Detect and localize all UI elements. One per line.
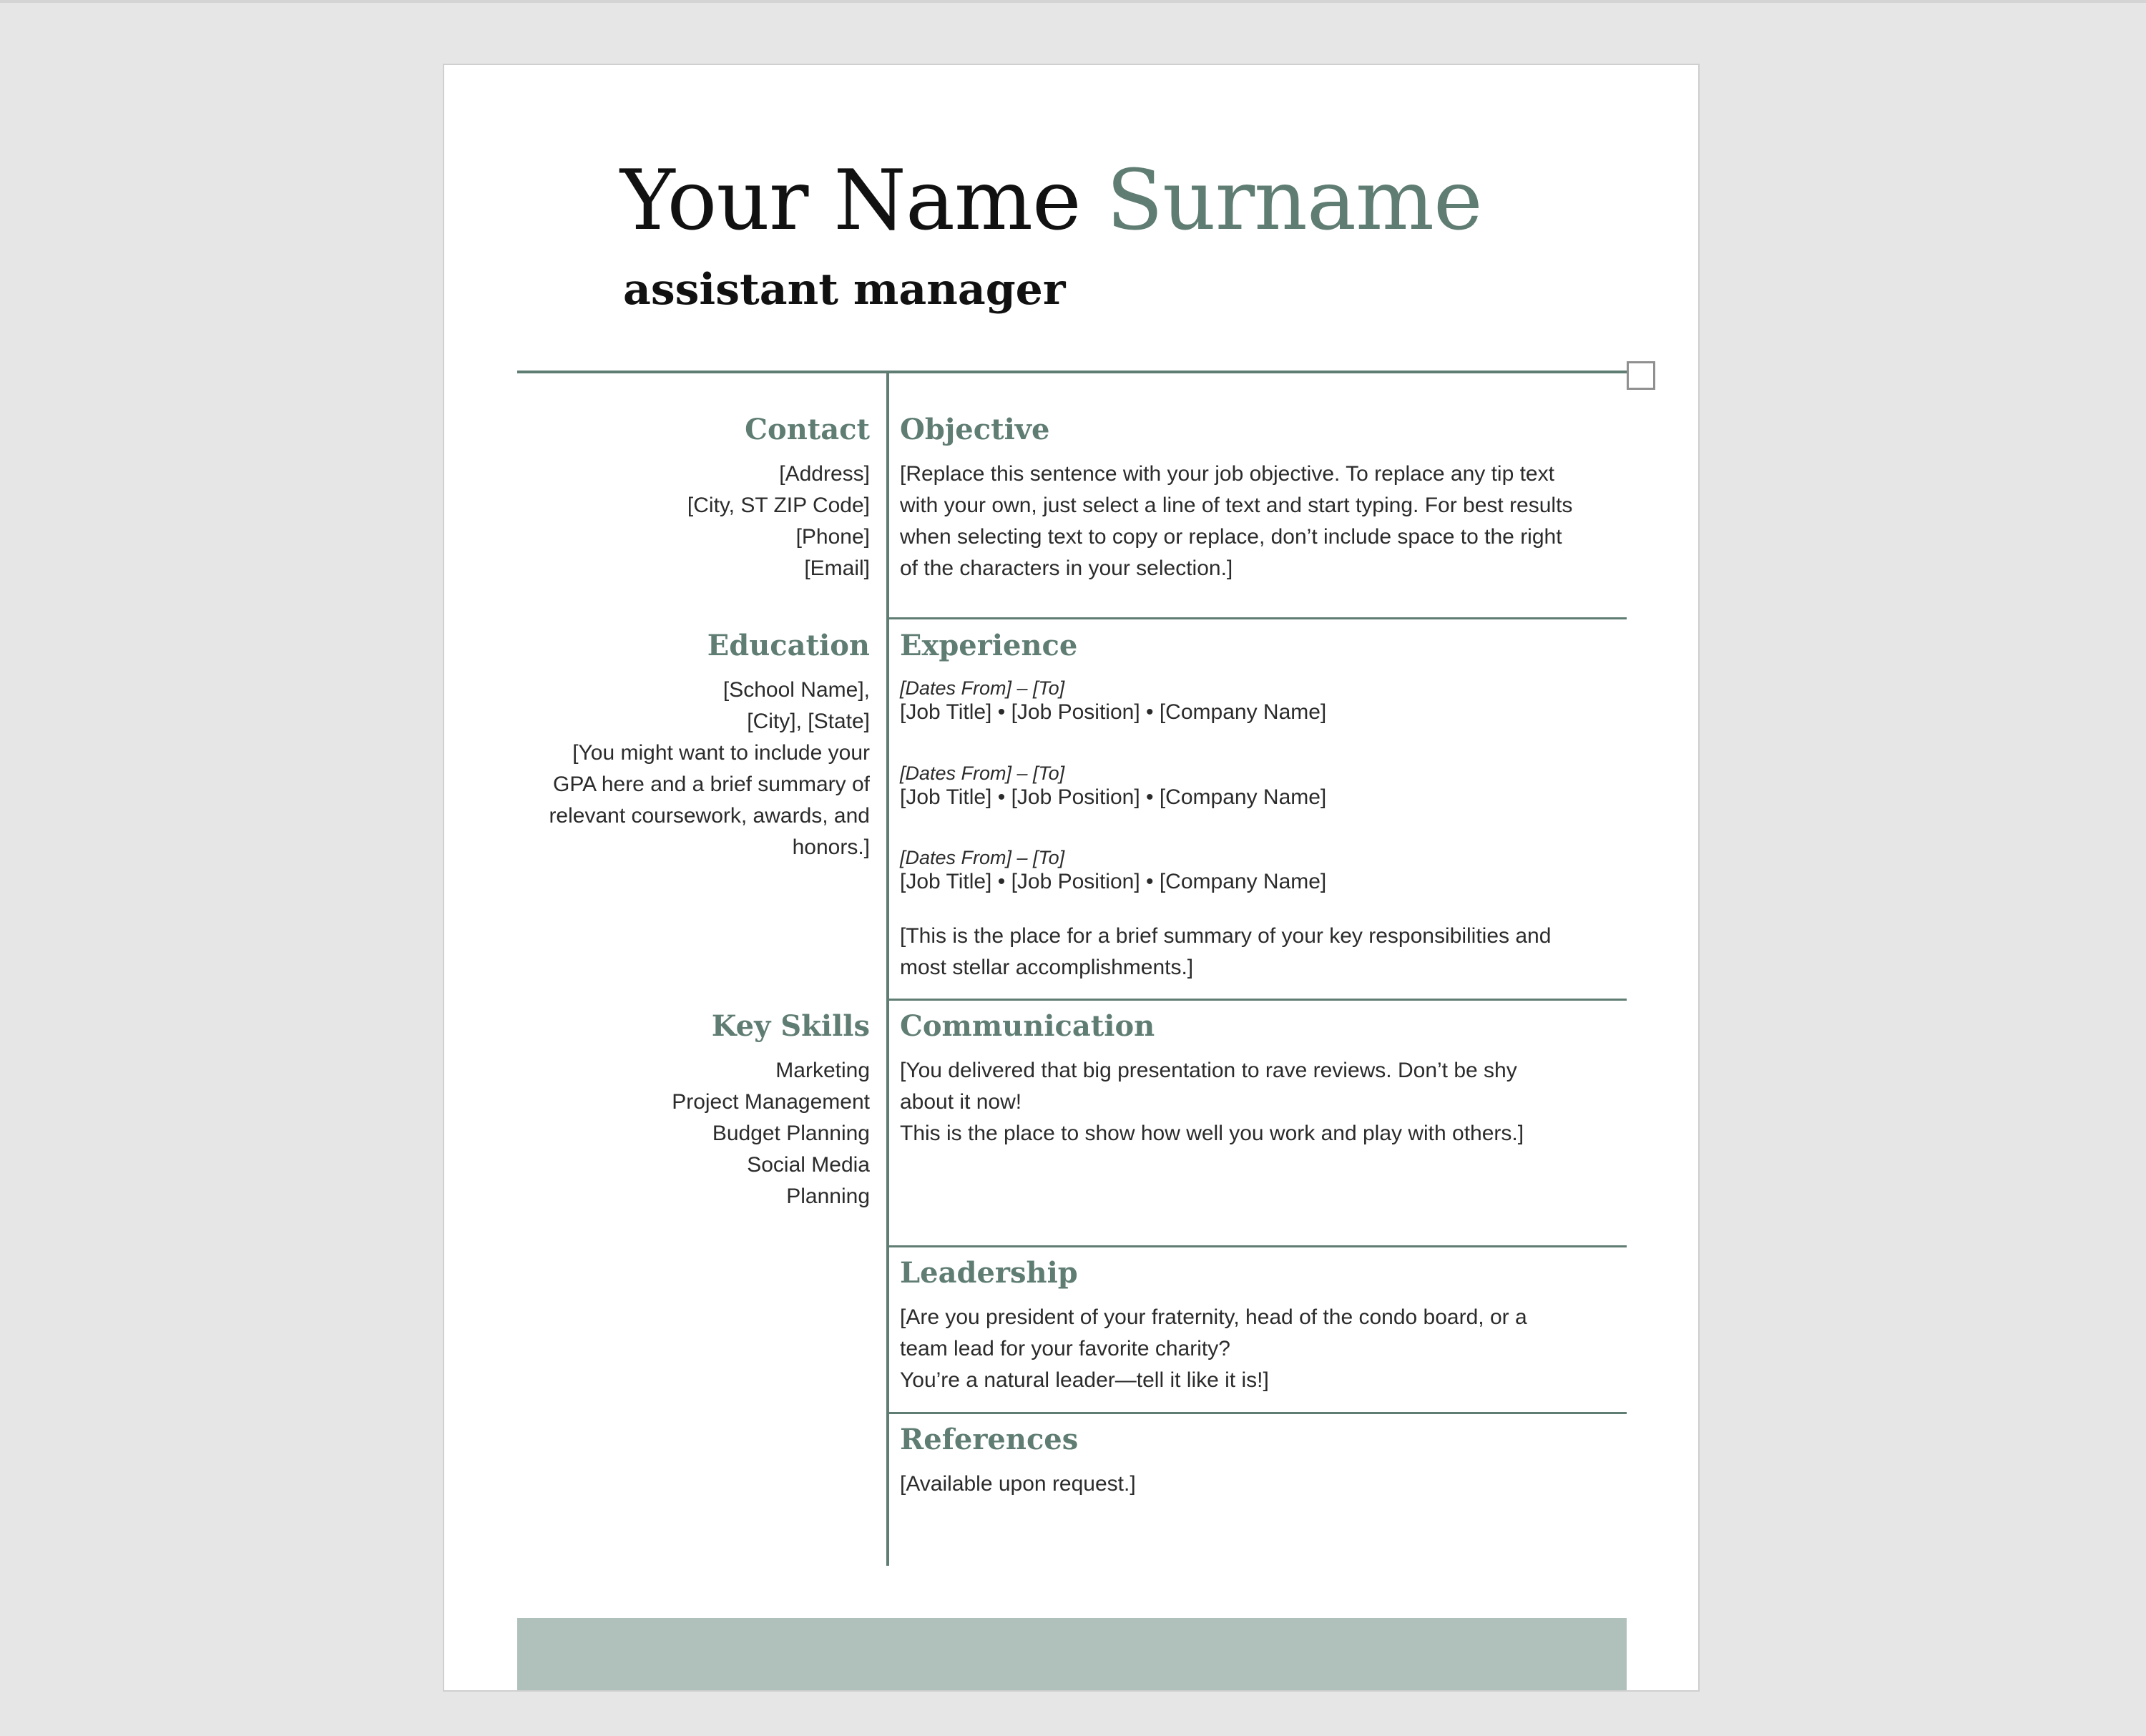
objective-line[interactable]: with your own, just select a line of text and start typing. For best results xyxy=(900,494,1573,517)
leadership-line[interactable]: [Are you president of your fraternity, head of the condo board, or a xyxy=(900,1305,1527,1329)
communication-line[interactable]: This is the place to show how well you work and play with others.] xyxy=(900,1122,1524,1145)
experience-role[interactable]: [Job Title] • [Job Position] • [Company Name] xyxy=(900,785,1327,809)
education-line[interactable]: GPA here and a brief summary of xyxy=(553,773,870,796)
references-heading[interactable]: References xyxy=(900,1423,1079,1456)
education-details[interactable] xyxy=(549,675,870,863)
skill-item[interactable]: Planning xyxy=(786,1185,870,1208)
education-line[interactable]: honors.] xyxy=(792,835,870,859)
experience-summary-line[interactable]: most stellar accomplishments.] xyxy=(900,956,1194,979)
contact-phone[interactable]: [Phone] xyxy=(795,525,870,549)
experience-summary-line[interactable]: [This is the place for a brief summary of your key responsibilities and xyxy=(900,924,1552,948)
education-heading[interactable]: Education xyxy=(707,629,870,662)
name-surname[interactable]: Surname xyxy=(1106,152,1482,249)
leadership-line[interactable]: You’re a natural leader—tell it like it is!] xyxy=(900,1368,1269,1392)
footer-color-band xyxy=(517,1618,1627,1692)
education-line[interactable]: relevant coursework, awards, and xyxy=(549,804,870,828)
leadership-heading[interactable]: Leadership xyxy=(900,1256,1078,1290)
leadership-text[interactable] xyxy=(900,1302,1630,1396)
experience-entry-2[interactable] xyxy=(900,761,1630,810)
key-skills-heading[interactable]: Key Skills xyxy=(711,1009,870,1043)
skill-item[interactable]: Marketing xyxy=(775,1059,870,1082)
experience-role[interactable]: [Job Title] • [Job Position] • [Company Name] xyxy=(900,700,1327,724)
objective-text[interactable] xyxy=(900,458,1630,584)
objective-heading[interactable]: Objective xyxy=(900,413,1050,446)
experience-dates[interactable]: [Dates From] – [To] xyxy=(900,677,1065,699)
skill-item[interactable]: Social Media xyxy=(747,1153,870,1177)
objective-line[interactable]: when selecting text to copy or replace, don’t include space to the right xyxy=(900,525,1562,549)
contact-email[interactable]: [Email] xyxy=(804,556,870,580)
experience-heading[interactable]: Experience xyxy=(900,629,1078,662)
column-divider xyxy=(886,372,889,1566)
contact-address[interactable]: [Address] xyxy=(779,462,870,486)
window-top-edge xyxy=(0,0,2146,3)
education-line[interactable]: [City], [State] xyxy=(747,710,870,733)
experience-dates[interactable]: [Dates From] – [To] xyxy=(900,847,1065,868)
experience-dates[interactable]: [Dates From] – [To] xyxy=(900,762,1065,784)
name-first[interactable]: Your Name xyxy=(620,152,1081,249)
section-divider-communication xyxy=(888,1245,1627,1247)
contact-details[interactable] xyxy=(687,458,870,584)
leadership-line[interactable]: team lead for your favorite charity? xyxy=(900,1337,1230,1360)
section-divider-leadership xyxy=(888,1412,1627,1414)
references-text[interactable] xyxy=(900,1468,1630,1500)
document-page[interactable] xyxy=(443,64,1700,1692)
communication-line[interactable]: about it now! xyxy=(900,1090,1022,1114)
communication-heading[interactable]: Communication xyxy=(900,1009,1155,1043)
education-line[interactable]: [School Name], xyxy=(722,678,870,702)
education-line[interactable]: [You might want to include your xyxy=(572,741,870,765)
experience-summary[interactable] xyxy=(900,921,1630,984)
communication-text[interactable] xyxy=(900,1055,1630,1149)
experience-entry-1[interactable] xyxy=(900,676,1630,725)
experience-entry-3[interactable] xyxy=(900,845,1630,894)
job-title[interactable]: assistant manager xyxy=(623,265,1066,315)
contact-heading[interactable]: Contact xyxy=(745,413,870,446)
references-line[interactable]: [Available upon request.] xyxy=(900,1472,1136,1496)
contact-city[interactable]: [City, ST ZIP Code] xyxy=(687,494,870,517)
key-skills-list[interactable] xyxy=(672,1055,870,1212)
objective-line[interactable]: of the characters in your selection.] xyxy=(900,556,1233,580)
section-divider-experience xyxy=(888,999,1627,1001)
experience-role[interactable]: [Job Title] • [Job Position] • [Company Name] xyxy=(900,870,1327,893)
header-divider xyxy=(517,371,1627,373)
objective-line[interactable]: [Replace this sentence with your job objective. To replace any tip text xyxy=(900,462,1554,486)
communication-line[interactable]: [You delivered that big presentation to rave reviews. Don’t be shy xyxy=(900,1059,1517,1082)
section-divider-objective xyxy=(888,617,1627,619)
table-anchor-handle[interactable] xyxy=(1627,361,1655,390)
resume-name[interactable] xyxy=(620,151,1482,250)
skill-item[interactable]: Project Management xyxy=(672,1090,870,1114)
skill-item[interactable]: Budget Planning xyxy=(712,1122,870,1145)
